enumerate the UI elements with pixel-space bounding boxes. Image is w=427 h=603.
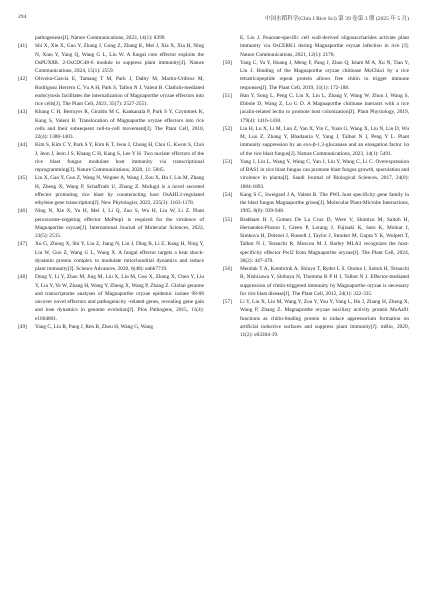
reference-number: [47] — [18, 241, 27, 248]
reference-text: Shi X, Xie X, Guo Y, Zhang J, Gong Z, Zhang K, Mei J, Xia X, Xia H, Ning N, Xiao Y, Yang Q, Wang G L, Liu W. A fungal core effector exploits the OsPUX8B. 2-OsCDC48-6 module to suppress plant immunity[J]. Nature Communications, 2024, 15(1): 2559. — [35, 43, 204, 74]
reference-text: E, Liu J. Poaceae-specific cell wall-derived oligosaccharides activate plant immunity via OsCERK1 during Magnaporthe oryzae infection in rice [J]. Nature Communications, 2021, 12(1): 2178. — [240, 35, 409, 58]
reference-entry — [18, 141, 204, 174]
references-left-column — [18, 34, 204, 331]
reference-text: Kim S, Kim C Y, Park S Y, Kim K T, Jeon J, Chung H, Choi G, Kwon S, Choi J, Jeon J, Jeon J S, Khang C H, Kang S, Lee Y H. Two nuclear effectors of the rice blast fungus modulate host immunity via transcriptional reprogramming[J]. Nature Communications, 2020, 11: 5845. — [35, 142, 204, 173]
reference-text: Dong Y, Li Y, Zhao M, Jing M, Liu X, Liu M, Guo X, Zhang X, Chen Y, Liu Y, Liu Y, Ye W, Zhang H, Wang Y, Zheng X, Wang P, Zhang Z. Global genome and transcriptome analyses of Magnaporthe oryzae epidemic isolate 98-06 uncover novel effectors and pathogenicity -related genes, revealing gene gain and lose dynamics in genome evolution[J]. Plos Pathogens, 2015, 11(4): e1004801. — [35, 274, 204, 322]
reference-number: [42] — [18, 76, 27, 83]
references-right-column — [223, 34, 409, 339]
reference-number: [56] — [223, 266, 232, 272]
reference-text: Yang C, Liu R, Pang J, Ren B, Zhou H, Wang G, Wang — [35, 323, 154, 330]
reference-entry — [223, 158, 409, 191]
reference-text: Liu H, Lu X, Li M, Lun Z, Yan X, Yin C, Yuan G, Wang X, Liu N, Liu D, Wu M, Luo Z, Zhang Y, Bhadauria V, Yang J, Talbot N J, Peng Y L. Plant immunity suppression by an exo-β-1,3-glucanase and an elongation factor 1α of the rice blast fungus[J]. Nature Communications, 2023, 14(1): 5491. — [240, 125, 409, 157]
reference-number: [57] — [223, 299, 232, 305]
reference-text: pathogenesis[J]. Nature Communications, 2023, 14(1): 8399. — [35, 35, 166, 41]
reference-text: Khang C H, Berruyer R, Giraldo M C, Kankanala P, Park S Y, Czymmek K, Kang S, Valent B. Translocation of Magnaporthe oryzae effectors into rice cells and their subsequent cell-to-cell movement[J]. The Plant Cell, 2010, 22(4): 1388-1403. — [35, 109, 204, 140]
page-header — [18, 14, 409, 24]
reference-entry — [18, 108, 204, 141]
reference-entry — [223, 92, 409, 125]
reference-number: [51] — [223, 92, 232, 99]
reference-number: [55] — [223, 216, 232, 223]
reference-number: [48] — [18, 274, 27, 281]
reference-text: Liu X, Gao Y, Guo Z, Wang N, Wegner A, Wang J, Zou X, Hu J, Liu M, Zhang H, Zheng X, Wang P, Schaffrath U, Zhang Z. MoIug4 is a novel secreted effector promoting rice blast by counteracting host OsAHL1-regulated ethylene gene transcription[J]. New Phytologist, 2022, 235(3): 1163-1178. — [35, 175, 204, 206]
reference-number: [44] — [18, 142, 27, 149]
reference-text: Ning N, Xie X, Yu H, Mei J, Li Q, Zuo S, Wu H, Liu W, Li Z. Plant peroxisome-targeting effector MoPtep1 is required for the virulence of Magnaporthe oryzae[J]. International Journal of Molecular Sciences, 2022, 23(5): 2515. — [35, 208, 204, 239]
reference-continuation — [223, 34, 409, 59]
reference-number: [46] — [18, 208, 27, 215]
reference-text: Yang J, Liu L, Wang Y, Wang C, Yan J, Liu Y, Wang C, Li C. Overexpression of BAS1 in rice blast fungus can promote blast fungus growth, sporulation and virulence in planta[J]. Saudi Journal of Biological Sciences, 2017, 24(8): 1884-1893. — [240, 158, 409, 190]
reference-entry — [18, 323, 204, 331]
reference-entry — [18, 174, 204, 207]
reference-entry — [223, 265, 409, 298]
reference-number: [45] — [18, 175, 27, 182]
reference-entry — [223, 216, 409, 266]
reference-number: [50] — [223, 59, 232, 66]
reference-number: [54] — [223, 191, 232, 198]
reference-text: Han Y, Song L, Peng C, Liu X, Liu L, Zhang Y, Wang W, Zhou J, Wang S, Ebbole D, Wang Z, Lu G D. A Magnaporthe chitinase interacts with a rice jacalin-related lectin to promote host colonization[J]. Plant Physiology, 2019, 179(4): 1416-1430. — [240, 92, 409, 124]
reference-text: Brabham H J, Gomez De La Cruz D, Were V, Shimizu M, Saitoh H, Hernandez-Pinzon I, Green P, Lorang J, Fujisaki K, Sato K, Molnar I, Simkova H, Dolezel J, Russell J, Taylor J, Smoker M, Gupta Y K, Wolpert T, Talbot N J, Terauchi R, Moscou M J. Barley MLA3 recognizes the host-specificity effector Pwl2 from Magnaporthe oryzae[J]. The Plant Cell, 2024, 36(2): 447-470. — [240, 216, 409, 264]
reference-entry — [18, 42, 204, 75]
reference-number: [53] — [223, 158, 232, 165]
reference-entry — [18, 240, 204, 273]
reference-continuation — [18, 34, 204, 42]
journal-running-title: 中国水稻科学(Chin J Rice Sci) 第 39 卷第 3 期 (2025 年 5 月) — [264, 16, 409, 22]
reference-number: [52] — [223, 125, 232, 132]
reference-text: Kang S C, Sweigard J A, Valent B. The PWL host specificity gene family in the blast fungus Magnaporthe grisea[J]. Molecular Plant-Microbe Interactions, 1995, 8(6): 939-948. — [240, 191, 409, 215]
reference-text: Mentlak T A, Kombrink A, Shinya T, Ryder L S, Otomo I, Saitoh H, Terauchi R, Nishizawa Y, Shibuya N, Thomma B P H J, Talbot N J. Effector-mediated suppression of chitin-triggered immunity by Magnaporthe oryzae is necessary for rice blast disease[J]. The Plant Cell, 2012, 24(1): 322-335. — [240, 266, 409, 297]
reference-text: Oliveira-Garcia E, Tamang T M, Park J, Dalby M, Martin-Urdiroz M, Rodriguez Herrero C, Vu A H, Park S, Talbot N J, Valent B. Clathrin-mediated endocytosis facilitates the internalization of Magnaporthe oryzae effectors into rice cells[J]. The Plant Cell, 2023, 35(7): 2527-2551. — [35, 76, 204, 107]
reference-entry — [223, 125, 409, 158]
reference-text: Xu G, Zhong X, Shi Y, Liu Z, Jiang N, Liu J, Ding B, Li Z, Kang H, Ning Y, Liu W, Guo Z, Wang G L, Wang X. A fungal effector targets a heat shock-dynamin protein complex to modulate mitochondrial dynamics and reduce plant immunity[J]. Science Advances, 2020, 6(48): eabb7719. — [35, 241, 204, 272]
reference-number: [49] — [18, 323, 27, 330]
reference-text: Li Y, Liu X, Liu M, Wang Y, Zou Y, You Y, Yang L, Hu J, Zhang H, Zheng X, Wang P, Zhang Z. Magnaporthe oryzae auxiliary activity protein MoAa91 functions as chitin-binding protein to induce appressorium formation on artificial inductive surfaces and suppress plant immunity[J]. mBio, 2020, 11(2): e03304-19. — [240, 299, 409, 338]
reference-number: [41] — [18, 43, 27, 50]
reference-entry — [223, 59, 409, 92]
reference-entry — [223, 191, 409, 216]
reference-entry — [18, 207, 204, 240]
page-number: 294 — [18, 14, 27, 20]
reference-entry — [18, 75, 204, 108]
reference-entry — [18, 273, 204, 323]
reference-entry — [223, 298, 409, 339]
reference-number: [43] — [18, 109, 27, 116]
reference-text: Yang C, Yu Y, Huang J, Meng F, Pang J, Zhao Q, Islam M A, Xu N, Tian Y, Liu J. Binding of the Magnaporthe oryzae chitinase MoChia1 by a rice tetratricopeptide repeat protein allows free chitin to trigger immune responses[J]. The Plant Cell, 2019, 31(1): 172-188. — [240, 59, 409, 91]
